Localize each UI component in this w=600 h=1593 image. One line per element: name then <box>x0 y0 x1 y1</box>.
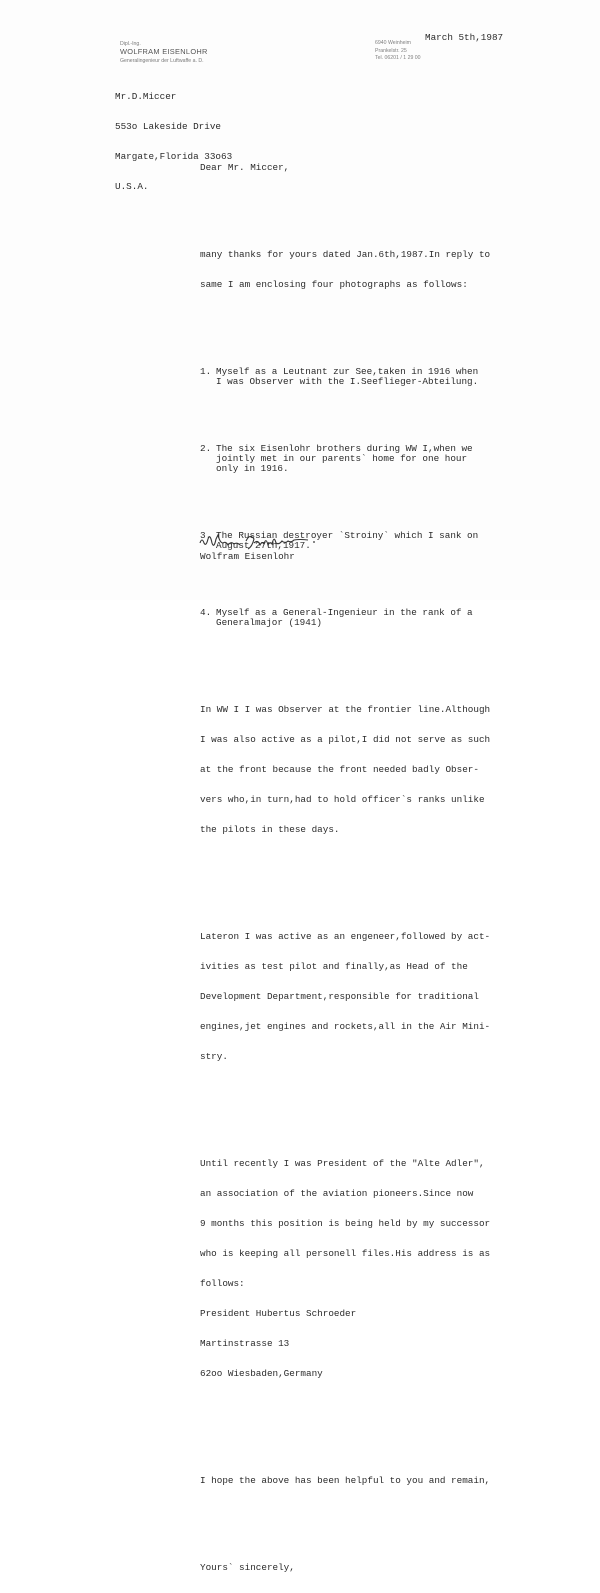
text-line: I was Observer with the I.Seeflieger-Abteilung. <box>216 376 479 387</box>
text-line: same I am enclosing four photographs as follows: <box>200 279 468 290</box>
text-line: I hope the above has been helpful to you and remain, <box>200 1475 491 1486</box>
text-line: President Hubertus Schroeder <box>200 1308 357 1319</box>
text-line: Martinstrasse 13 <box>200 1338 290 1349</box>
list-item <box>200 444 490 474</box>
text-line: an association of the aviation pioneers.Since now <box>200 1188 474 1199</box>
recipient-line: 553o Lakeside Drive <box>115 121 222 132</box>
text-line: Lateron I was active as an engeneer,followed by act- <box>200 931 491 942</box>
list-number: 3. <box>200 530 212 541</box>
text-line: vers who,in turn,had to hold officer`s ranks unlike <box>200 794 485 805</box>
list-item <box>200 367 490 387</box>
text-line: 9 months this position is being held by my successor <box>200 1218 491 1229</box>
text-line: follows: <box>200 1278 245 1289</box>
text-line: ivities as test pilot and finally,as Head of the <box>200 961 468 972</box>
letter-date: March 5th,1987 <box>425 32 504 43</box>
text-line: August 27th,1917. <box>216 540 311 551</box>
intro-paragraph <box>200 230 490 310</box>
text-line: The Russian destroyer `Stroiny` which I sank on <box>216 530 479 541</box>
text-line: In WW I I was Observer at the frontier line.Although <box>200 704 491 715</box>
paragraph-alte-adler <box>200 1139 490 1399</box>
text-line: Generalmajor (1941) <box>216 617 323 628</box>
text-line: at the front because the front needed badly Obser- <box>200 764 479 775</box>
text-line: Myself as a Leutnant zur See,taken in 1916 when <box>216 366 479 377</box>
list-number: 2. <box>200 443 212 454</box>
list-item <box>200 608 490 628</box>
text-line: who is keeping all personell files.His address is as <box>200 1248 491 1259</box>
letter-body <box>200 143 490 1593</box>
text-line: the pilots in these days. <box>200 824 340 835</box>
paragraph-closing-remark <box>200 1456 490 1506</box>
text-line: jointly met in our parents` home for one hour <box>216 453 468 464</box>
text-line: Development Department,responsible for traditional <box>200 991 479 1002</box>
text-line: engines,jet engines and rockets,all in the Air Mini- <box>200 1021 491 1032</box>
recipient-line: Mr.D.Miccer <box>115 91 177 102</box>
text-line: many thanks for yours dated Jan.6th,1987.In reply to <box>200 249 491 260</box>
text-line: 62oo Wiesbaden,Germany <box>200 1368 323 1379</box>
text-line: Myself as a General-Ingenieur in the rank of a <box>216 607 473 618</box>
closing: Yours` sincerely, <box>200 1562 295 1573</box>
text-line: stry. <box>200 1051 228 1062</box>
letterhead-address-line: Tel. 06201 / 1 29 00 <box>375 55 421 62</box>
handwritten-signature-icon <box>196 531 346 553</box>
list-number: 4. <box>200 607 212 618</box>
list-number: 1. <box>200 366 212 377</box>
text-line: only in 1916. <box>216 463 289 474</box>
text-line: The six Eisenlohr brothers during WW I,when we <box>216 443 473 454</box>
letterhead-address <box>375 40 421 63</box>
letterhead-name: WOLFRAM EISENLOHR <box>120 47 208 56</box>
letterhead-address-line: Prankelstr. 25 <box>375 47 407 54</box>
letterhead-address-line: 6940 Weinheim <box>375 40 411 46</box>
signer-name: Wolfram Eisenlohr <box>200 551 295 562</box>
text-line: I was also active as a pilot,I did not serve as such <box>200 734 491 745</box>
paragraph-career <box>200 912 490 1082</box>
text-line: Until recently I was President of the "Alte Adler", <box>200 1158 485 1169</box>
salutation: Dear Mr. Miccer, <box>200 162 290 173</box>
paragraph-ww1 <box>200 685 490 855</box>
recipient-line: U.S.A. <box>115 181 149 192</box>
letterhead-rank: Generalingenieur der Luftwaffe a. D. <box>120 58 204 64</box>
recipient-line: Margate,Florida 33o63 <box>115 151 233 162</box>
letterhead-title: Dipl.-Ing. <box>120 41 141 47</box>
